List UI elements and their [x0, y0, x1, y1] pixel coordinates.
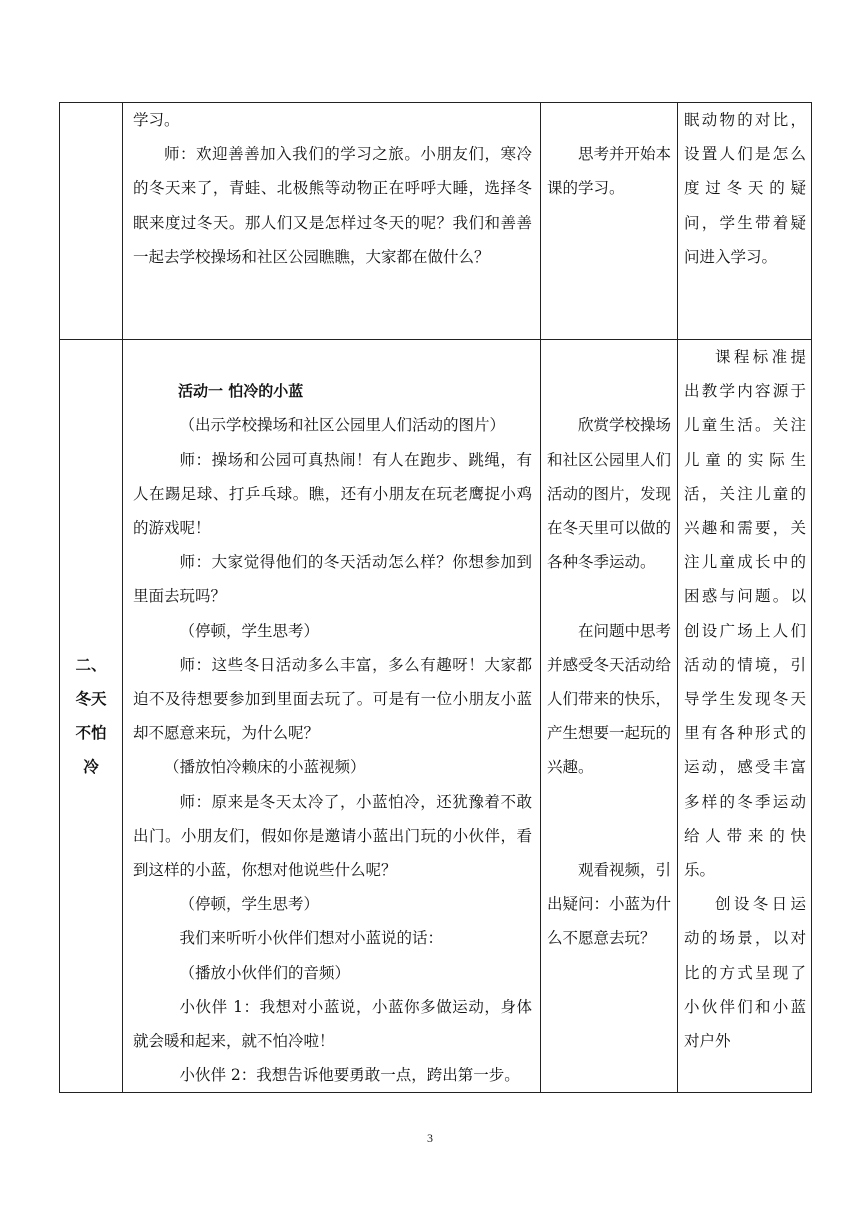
- table-row: [60, 103, 812, 340]
- activity-heading: 活动一 怕冷的小蓝: [178, 382, 304, 401]
- paragraph: 学习。: [133, 111, 180, 129]
- paragraph: （播放小伙伴们的音频）: [179, 963, 351, 982]
- paragraph: （播放怕冷赖床的小蓝视频）: [164, 758, 366, 777]
- paragraph: 师：欢迎善善加入我们的学习之旅。小朋友们，寒冷的冬天来了，青蛙、北极熊等动物正在呼呼大睡，选择冬眠来度过冬天。那人们又是怎样过冬天的呢？我们和善善一起去学校操场和社区公园瞧瞧，大家都在做什么？: [133, 145, 532, 266]
- paragraph: 创设冬日运动的场景，以对比的方式呈现了小伙伴们和小蓝对户外: [684, 895, 806, 1051]
- paragraph: 观看视频，引出疑问：小蓝为什么不愿意去玩？: [547, 860, 672, 948]
- paragraph: 欣赏学校操场和社区公园里人们活动的图片，发现在冬天里可以做的各种冬季运动。: [547, 416, 672, 572]
- paragraph: 师：这些冬日活动多么丰富，多么有趣呀！大家都迫不及待想要参加到里面去玩了。可是有一位小朋友小蓝却不愿意来玩，为什么呢？: [133, 655, 532, 743]
- design-intent-cell: [678, 340, 812, 1093]
- paragraph: 课程标准提出教学内容源于儿童生活。关注儿童的实际生活，关注儿童的兴趣和需要，关注儿童成长中的困惑与问题。以创设广场上人们活动的情境，引导学生发现冬天里有各种形式的运动，感受丰富多样的冬季运动给人带来的快乐。: [684, 348, 806, 880]
- stage-cell: [60, 103, 123, 340]
- paragraph: （停顿，学生思考）: [179, 621, 320, 640]
- student-activity-cell: [541, 103, 678, 340]
- teaching-process-cell: [123, 103, 541, 340]
- lesson-plan-table: [59, 102, 812, 1093]
- paragraph: 师：大家觉得他们的冬天活动怎么样？你想参加到里面去玩吗？: [133, 553, 532, 606]
- paragraph: （出示学校操场和社区公园里人们活动的图片）: [179, 416, 506, 435]
- stage-cell: [60, 340, 123, 1093]
- teaching-process-cell: [123, 340, 541, 1093]
- design-intent-cell: [678, 103, 812, 340]
- paragraph: 小伙伴 1：我想对小蓝说，小蓝你多做运动，身体就会暖和起来，就不怕冷啦！: [133, 997, 532, 1051]
- page-number: 3: [427, 1131, 433, 1145]
- paragraph: 师：原来是冬天太冷了，小蓝怕冷，还犹豫着不敢出门。小朋友们，假如你是邀请小蓝出门玩的小伙伴，看到这样的小蓝，你想对他说些什么呢？: [133, 792, 532, 880]
- paragraph: 小伙伴 2：我想告诉他要勇敢一点，跨出第一步。: [179, 1066, 520, 1085]
- paragraph: 在问题中思考并感受冬天活动给人们带来的快乐，产生想要一起玩的兴趣。: [547, 621, 672, 777]
- paragraph: 我们来听听小伙伴们想对小蓝说的话：: [179, 929, 444, 948]
- paragraph: 眠动物的对比，设置人们是怎么度过冬天的疑问，学生带着疑问进入学习。: [684, 111, 806, 266]
- paragraph: 师：操场和公园可真热闹！有人在跑步、跳绳，有人在踢足球、打乒乓球。瞧，还有小朋友在玩老鹰捉小鸡的游戏呢！: [133, 450, 532, 537]
- student-activity-cell: [541, 340, 678, 1093]
- stage-label: 二、冬天不怕冷: [75, 656, 107, 777]
- paragraph: 思考并开始本课的学习。: [547, 145, 672, 198]
- paragraph: （停顿，学生思考）: [179, 895, 320, 914]
- table-row: [60, 340, 812, 1093]
